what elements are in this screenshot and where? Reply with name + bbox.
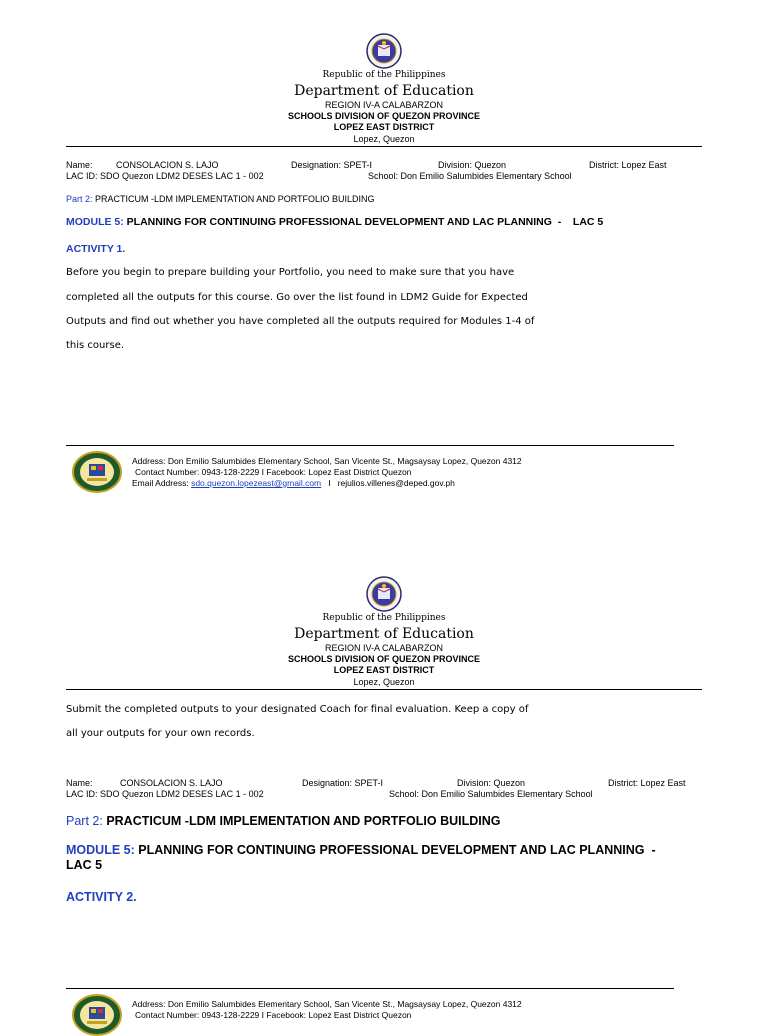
- school-info: School: Don Emilio Salumbides Elementary School: [368, 171, 572, 181]
- module-heading: [66, 843, 656, 857]
- activity-heading: ACTIVITY 2.: [66, 890, 137, 904]
- header-divider: [66, 146, 702, 147]
- name-value: CONSOLACION S. LAJO: [116, 160, 219, 170]
- module-text-continued: LAC 5: [66, 858, 103, 872]
- header-location: Lopez, Quezon: [353, 677, 415, 687]
- lac-id: LAC ID: SDO Quezon LDM2 DESES LAC 1 - 002: [66, 789, 264, 799]
- name-label: Name:: [66, 778, 93, 788]
- paragraph-line-4: this course.: [66, 340, 125, 351]
- module-text: PLANNING FOR CONTINUING PROFESSIONAL DEVELOPMENT AND LAC PLANNING -: [138, 843, 656, 857]
- paragraph-line-3: Outputs and find out whether you have completed all the outputs required for Modules 1-4 of: [66, 316, 535, 327]
- email-label: Email Address:: [132, 478, 192, 488]
- header-republic: Republic of the Philippines: [322, 613, 446, 623]
- footer-contact: Contact Number: 0943-128-2229 I Facebook: Lopez East District Quezon: [135, 467, 412, 477]
- paragraph-line-2: all your outputs for your own records.: [66, 728, 255, 739]
- footer-divider: [66, 988, 674, 989]
- lac-id: LAC ID: SDO Quezon LDM2 DESES LAC 1 - 002: [66, 171, 264, 181]
- header-divider: [66, 689, 702, 690]
- part-label: Part 2:: [66, 194, 93, 204]
- footer-divider: [66, 445, 674, 446]
- part-heading: [66, 814, 501, 828]
- part-text: PRACTICUM -LDM IMPLEMENTATION AND PORTFOLIO BUILDING: [95, 194, 375, 204]
- designation: Designation: SPET-I: [302, 778, 384, 788]
- footer-email: [132, 478, 455, 489]
- activity-heading: ACTIVITY 1.: [66, 243, 126, 255]
- district-info: District: Lopez East: [608, 778, 686, 788]
- header-republic: Republic of the Philippines: [322, 70, 446, 80]
- district-info: District: Lopez East: [589, 160, 667, 170]
- header-region: REGION IV-A CALABARZON: [324, 100, 444, 110]
- header-department: Department of Education: [294, 83, 474, 99]
- header-division: SCHOOLS DIVISION OF QUEZON PROVINCE: [287, 111, 481, 121]
- designation: Designation: SPET-I: [291, 160, 373, 170]
- header-department: Department of Education: [294, 626, 474, 642]
- paragraph-line-1: Before you begin to prepare building your Portfolio, you need to make sure that you have: [66, 267, 515, 278]
- part-text: PRACTICUM -LDM IMPLEMENTATION AND PORTFOLIO BUILDING: [106, 814, 501, 828]
- school-info: School: Don Emilio Salumbides Elementary School: [389, 789, 593, 799]
- division-info: Division: Quezon: [457, 778, 526, 788]
- header-district: LOPEZ EAST DISTRICT: [333, 122, 435, 132]
- footer-address: Address: Don Emilio Salumbides Elementary School, San Vicente St., Magsaysay Lopez, Quezon 4312: [132, 456, 522, 466]
- email-link[interactable]: sdo.quezon.lopezeast@gmail.com: [191, 478, 322, 488]
- division-info: Division: Quezon: [438, 160, 507, 170]
- paragraph-line-1: Submit the completed outputs to your designated Coach for final evaluation. Keep a copy of: [66, 704, 529, 715]
- header-region: REGION IV-A CALABARZON: [324, 643, 444, 653]
- module-text: PLANNING FOR CONTINUING PROFESSIONAL DEVELOPMENT AND LAC PLANNING - LAC 5: [126, 216, 604, 228]
- district-logo-icon: [72, 994, 122, 1036]
- footer-contact: Contact Number: 0943-128-2229 I Facebook: Lopez East District Quezon: [135, 1010, 412, 1020]
- email-rest: I rejulios.villenes@deped.gov.ph: [321, 478, 455, 488]
- header-location: Lopez, Quezon: [353, 134, 415, 144]
- name-label: Name:: [66, 160, 93, 170]
- module-label: MODULE 5:: [66, 843, 135, 857]
- deped-seal-icon: [366, 576, 402, 612]
- part-label: Part 2:: [66, 814, 103, 828]
- deped-seal-icon: [366, 33, 402, 69]
- name-value: CONSOLACION S. LAJO: [120, 778, 223, 788]
- footer-address: Address: Don Emilio Salumbides Elementary School, San Vicente St., Magsaysay Lopez, Quezon 4312: [132, 999, 522, 1009]
- module-heading: [66, 216, 603, 228]
- paragraph-line-2: completed all the outputs for this course. Go over the list found in LDM2 Guide for Expected: [66, 292, 528, 303]
- district-logo-icon: [72, 451, 122, 493]
- part-heading: [66, 194, 375, 205]
- header-division: SCHOOLS DIVISION OF QUEZON PROVINCE: [287, 654, 481, 664]
- header-district: LOPEZ EAST DISTRICT: [333, 665, 435, 675]
- module-label: MODULE 5:: [66, 216, 124, 228]
